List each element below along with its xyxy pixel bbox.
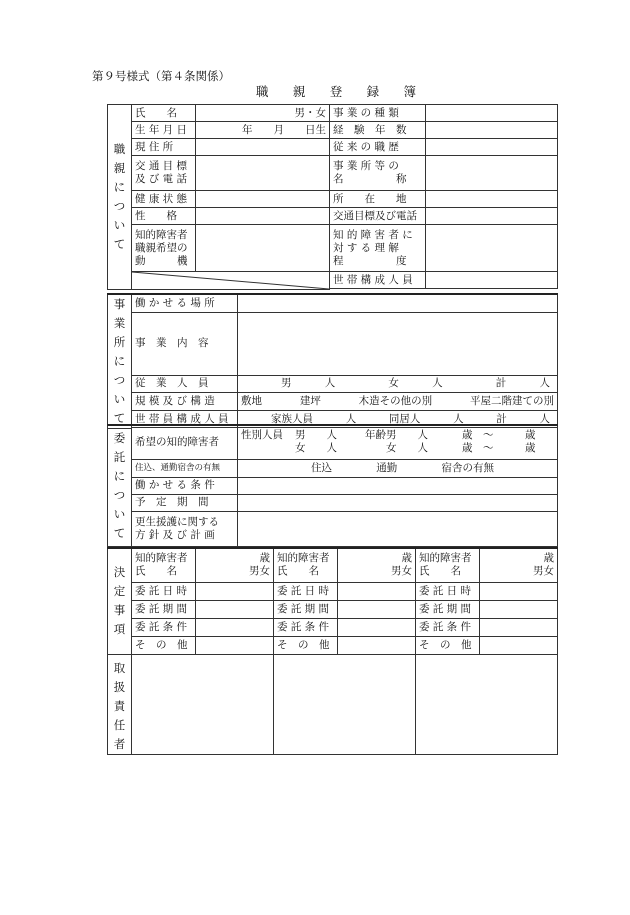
label-birthdate: 生 年 月 日 (132, 122, 196, 139)
label-desired-person: 希望の知的障害者 (132, 425, 238, 459)
desired-person-field[interactable]: 性別人員 男 人 女 人 年齢男 人 女 人 歳 〜 歳 歳 〜 歳 (238, 425, 558, 459)
label-commission-terms: 委 託 条 件 (274, 618, 338, 636)
label-office-name: 事 業 所 等 の 名 称 (330, 156, 426, 191)
other-field[interactable] (480, 636, 558, 654)
workplace-field[interactable] (238, 294, 558, 313)
label-person-name-3: 知的障害者 氏 名 (416, 548, 480, 582)
label-motive: 知的障害者 職親希望の 動 機 (132, 225, 196, 272)
commission-period-field[interactable] (338, 600, 416, 618)
label-location: 所 在 地 (330, 191, 426, 208)
label-commission-period: 委 託 期 間 (416, 600, 480, 618)
side-label-foster: 職 親 に つ い て (108, 105, 132, 290)
label-character: 性 格 (132, 208, 196, 225)
label-other: そ の 他 (416, 636, 480, 654)
label-business-type: 事 業 の 種 類 (330, 105, 426, 122)
location-field[interactable] (426, 191, 558, 208)
label-employees: 従 業 人 員 (132, 375, 238, 393)
title-char: 職 (256, 84, 269, 99)
label-work-conditions: 働 か せ る 条 件 (132, 477, 238, 494)
motive-field[interactable] (196, 225, 330, 272)
label-scale: 規 模 及 び 構 造 (132, 393, 238, 411)
responsible-field-3[interactable] (416, 655, 558, 755)
scheduled-period-field[interactable] (238, 494, 558, 511)
plan-field[interactable] (238, 511, 558, 546)
other-field[interactable] (196, 636, 274, 654)
commission-date-field[interactable] (480, 582, 558, 600)
label-health: 健 康 状 態 (132, 191, 196, 208)
understanding-field[interactable] (426, 225, 558, 272)
label-business-content: 事 業 内 容 (132, 313, 238, 375)
label-commission-date: 委 託 日 時 (132, 582, 196, 600)
label-office-traffic: 交通目標及び電話 (330, 208, 426, 225)
diagonal-cell (132, 272, 330, 290)
office-name-field[interactable] (426, 156, 558, 191)
label-traffic-phone: 交 通 目 標 及 び 電 話 (132, 156, 196, 191)
label-commission-terms: 委 託 条 件 (416, 618, 480, 636)
household-members-field[interactable]: 家族人員 人 同居人 人 計 人 (238, 410, 558, 428)
previous-job-field[interactable] (426, 139, 558, 156)
section-office (107, 293, 558, 429)
address-field[interactable] (196, 139, 330, 156)
side-label-office: 事 業 所 に つ い て (108, 294, 132, 429)
commission-date-field[interactable] (338, 582, 416, 600)
commission-period-field[interactable] (196, 600, 274, 618)
label-person-name-2: 知的障害者 氏 名 (274, 548, 338, 582)
commission-terms-field[interactable] (338, 618, 416, 636)
experience-field[interactable] (426, 122, 558, 139)
label-name: 氏 名 (132, 105, 196, 122)
label-person-name-1: 知的障害者 氏 名 (132, 548, 196, 582)
character-field[interactable] (196, 208, 330, 225)
employees-field[interactable]: 男 人 女 人 計 人 (238, 375, 558, 393)
section-responsible (107, 654, 558, 755)
label-household: 世 帯 構 成 人 員 (330, 272, 426, 289)
label-commission-period: 委 託 期 間 (274, 600, 338, 618)
office-traffic-field[interactable] (426, 208, 558, 225)
title-char: 録 (366, 84, 380, 99)
page-title (256, 82, 416, 100)
label-understanding: 知 的 障 害 者 に 対 す る 理 解 程 度 (330, 225, 426, 272)
label-previous-job: 従 来 の 職 歴 (330, 139, 426, 156)
form-number: 第９号様式（第４条関係） (92, 69, 230, 83)
live-commute-field[interactable]: 住込 通勤 宿舎の有無 (238, 459, 558, 477)
side-label-commission: 委 託 に つ い て (108, 425, 132, 546)
label-live-commute: 住込、通勤宿舎の有無 (132, 459, 238, 477)
work-conditions-field[interactable] (238, 477, 558, 494)
scale-field[interactable]: 敷地 建坪 木造その他の別 平屋二階建ての別 (238, 393, 558, 411)
section-commission (107, 424, 558, 547)
commission-period-field[interactable] (480, 600, 558, 618)
household-field[interactable] (426, 272, 558, 289)
label-address: 現 住 所 (132, 139, 196, 156)
sex-field[interactable]: 男・女 (196, 105, 330, 122)
side-label-decision: 決 定 事 項 (108, 548, 132, 654)
health-field[interactable] (196, 191, 330, 208)
age-sex-field-3[interactable]: 歳 男女 (480, 548, 558, 582)
label-other: そ の 他 (274, 636, 338, 654)
commission-terms-field[interactable] (480, 618, 558, 636)
commission-date-field[interactable] (196, 582, 274, 600)
business-type-field[interactable] (426, 105, 558, 122)
title-char: 親 (292, 84, 306, 99)
label-scheduled-period: 予 定 期 間 (132, 494, 238, 511)
traffic-phone-field[interactable] (196, 156, 330, 191)
responsible-field-1[interactable] (132, 655, 274, 755)
other-field[interactable] (338, 636, 416, 654)
section-foster-parent (107, 104, 558, 290)
responsible-field-2[interactable] (274, 655, 416, 755)
label-plan: 更生援護に関する 方 針 及 び 計 画 (132, 511, 238, 546)
label-other: そ の 他 (132, 636, 196, 654)
label-workplace: 働 か せ る 場 所 (132, 294, 238, 313)
label-experience: 経 験 年 数 (330, 122, 426, 139)
label-commission-date: 委 託 日 時 (416, 582, 480, 600)
commission-terms-field[interactable] (196, 618, 274, 636)
label-commission-date: 委 託 日 時 (274, 582, 338, 600)
age-sex-field-2[interactable]: 歳 男女 (338, 548, 416, 582)
title-char: 登 (329, 84, 343, 99)
age-sex-field-1[interactable]: 歳 男女 (196, 548, 274, 582)
label-commission-period: 委 託 期 間 (132, 600, 196, 618)
label-commission-terms: 委 託 条 件 (132, 618, 196, 636)
side-label-responsible: 取 扱 責 任 者 (108, 655, 132, 755)
title-char: 簿 (403, 84, 416, 99)
birthdate-field[interactable]: 年 月 日生 (196, 122, 330, 139)
label-household-members: 世 帯 員 構 成 人 員 (132, 410, 238, 428)
section-decision (107, 547, 558, 655)
business-content-field[interactable] (238, 313, 558, 375)
